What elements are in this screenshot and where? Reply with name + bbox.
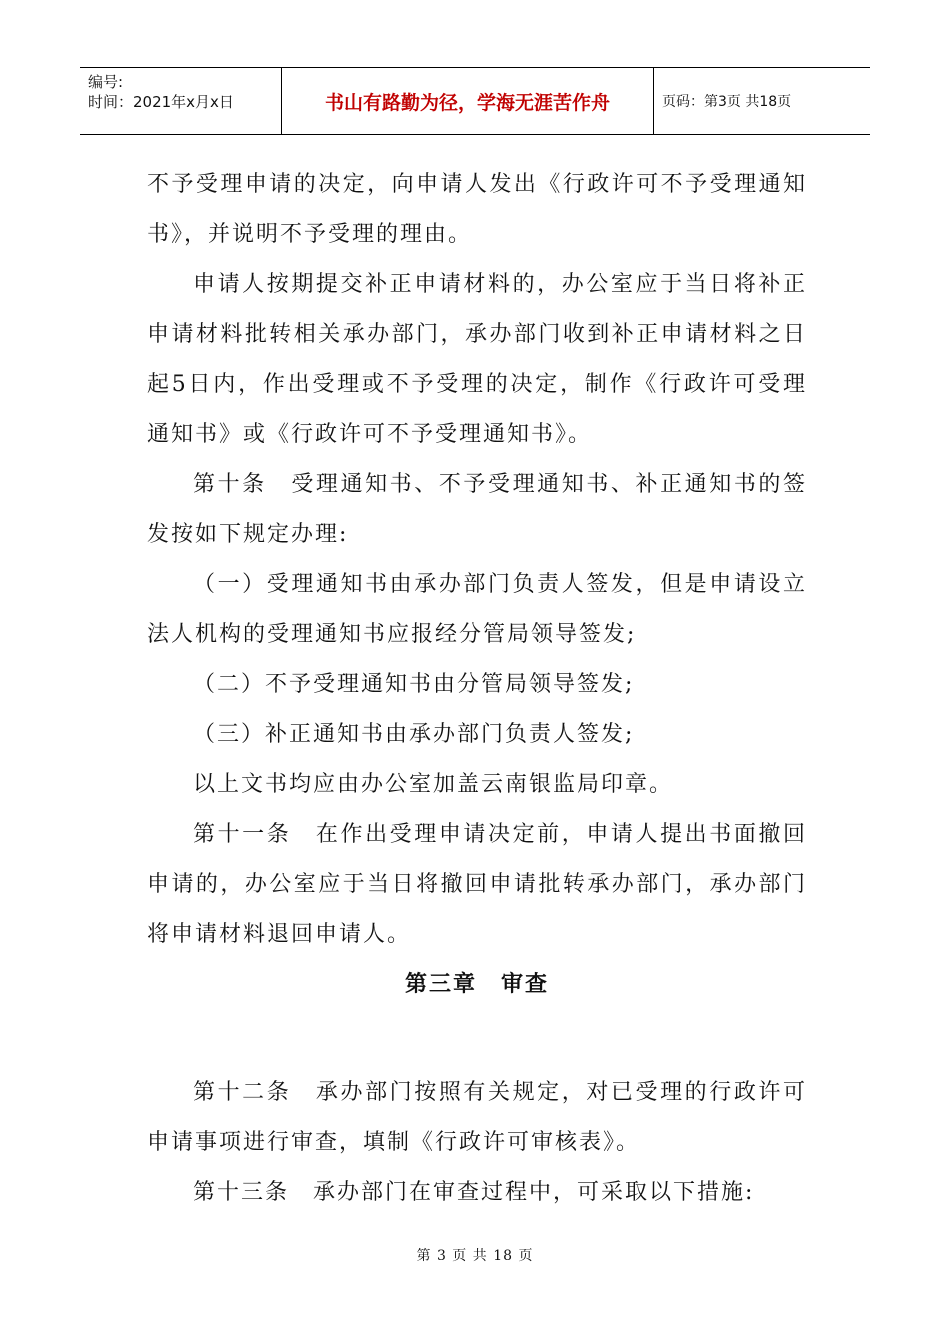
paragraph: （二）不予受理通知书由分管局领导签发; [193, 672, 635, 697]
page-header [80, 67, 870, 135]
paragraph: （三）补正通知书由承办部门负责人签发; [193, 722, 635, 747]
paragraph: 第十一条 在作出受理申请决定前，申请人提出书面撤回申请的，办公室应于当日将撤回申请批转承办部门，承办部门将申请材料退回申请人。 [147, 822, 807, 947]
paragraph: 第十二条 承办部门按照有关规定，对已受理的行政许可申请事项进行审查，填制《行政许可审核表》。 [147, 1080, 807, 1155]
document-body [147, 160, 807, 1218]
header-info-cell [80, 68, 282, 134]
paragraph: 不予受理申请的决定，向申请人发出《行政许可不予受理通知书》，并说明不予受理的理由。 [147, 172, 807, 247]
paragraph: 第十三条 承办部门在审查过程中，可采取以下措施: [193, 1180, 755, 1205]
page-footer: 第 3 页 共 18 页 [416, 1248, 534, 1264]
header-page-code: 页码：第3页 共18页 [662, 94, 792, 110]
header-motto: 书山有路勤为径，学海无涯苦作舟 [282, 68, 654, 134]
doc-time-label: 时间：2021年x月x日 [88, 93, 234, 111]
doc-number-label: 编号: [88, 73, 124, 91]
chapter-title: 第三章 审查 [404, 972, 549, 997]
paragraph: 以上文书均应由办公室加盖云南银监局印章。 [193, 772, 674, 797]
paragraph: 申请人按期提交补正申请材料的，办公室应于当日将补正申请材料批转相关承办部门，承办部门收到补正申请材料之日起5日内，作出受理或不予受理的决定，制作《行政许可受理通知书》或《行政许可不予受理通知书》。 [147, 272, 807, 447]
paragraph: 第十条 受理通知书、不予受理通知书、补正通知书的签发按如下规定办理: [147, 472, 807, 547]
paragraph: （一）受理通知书由承办部门负责人签发，但是申请设立法人机构的受理通知书应报经分管局领导签发; [147, 572, 807, 647]
